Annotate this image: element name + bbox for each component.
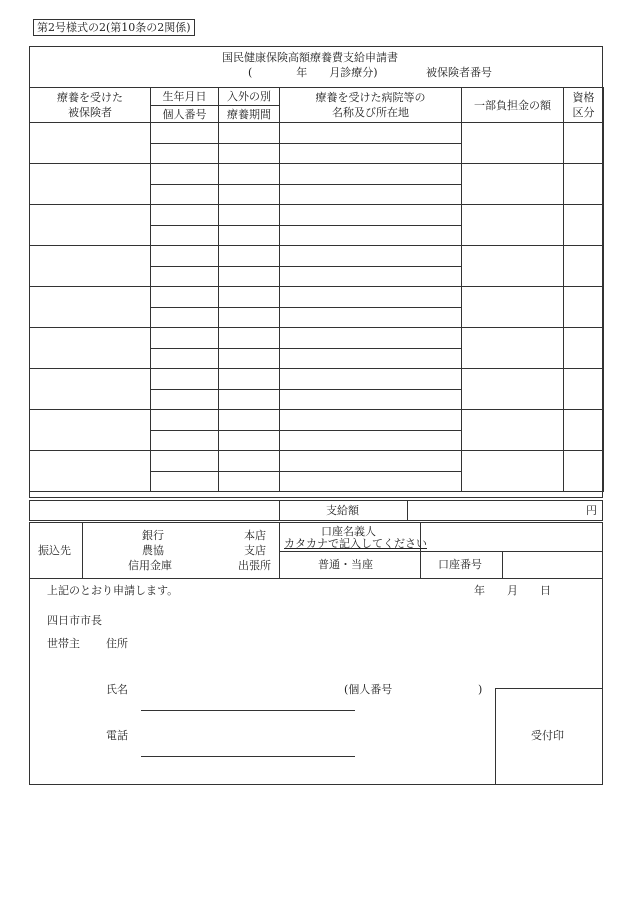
account-number-label: 口座番号	[438, 558, 482, 571]
copay-cell[interactable]	[462, 451, 564, 492]
patient-cell[interactable]	[30, 369, 151, 410]
period-cell[interactable]	[219, 144, 280, 164]
period-cell[interactable]	[219, 390, 280, 410]
hospital-cell-upper[interactable]	[280, 123, 462, 144]
householder-label: 世帯主	[47, 637, 80, 650]
hospital-cell-lower[interactable]	[280, 472, 462, 492]
branch-type-branch: 支店	[244, 544, 266, 557]
table-row	[30, 164, 604, 185]
treatment-month: ( 年 月診療分)	[248, 66, 378, 79]
birth-date-cell[interactable]	[151, 123, 219, 144]
hospital-cell-upper[interactable]	[280, 164, 462, 185]
patient-cell[interactable]	[30, 328, 151, 369]
header-personal-number: 個人番号	[151, 106, 219, 123]
in-out-cell[interactable]	[219, 410, 280, 431]
yen-unit: 円	[586, 504, 597, 517]
phone-label: 電話	[106, 729, 128, 742]
qualification-cell[interactable]	[564, 123, 604, 164]
period-cell[interactable]	[219, 308, 280, 328]
katakana-note: カタカナで記入してください	[284, 537, 427, 550]
copay-cell[interactable]	[462, 328, 564, 369]
application-date: 年 月 日	[474, 584, 551, 597]
transfer-label: 振込先	[38, 544, 71, 557]
header-patient: 療養を受けた 被保険者	[30, 88, 151, 123]
birth-date-cell[interactable]	[151, 410, 219, 431]
patient-cell[interactable]	[30, 205, 151, 246]
qualification-cell[interactable]	[564, 410, 604, 451]
hospital-cell-lower[interactable]	[280, 267, 462, 287]
form-number: 第2号様式の2(第10条の2関係)	[33, 19, 195, 36]
hospital-cell-upper[interactable]	[280, 287, 462, 308]
hospital-cell-lower[interactable]	[280, 390, 462, 410]
in-out-cell[interactable]	[219, 328, 280, 349]
qualification-cell[interactable]	[564, 287, 604, 328]
in-out-cell[interactable]	[219, 451, 280, 472]
patient-cell[interactable]	[30, 410, 151, 451]
birth-date-cell[interactable]	[151, 287, 219, 308]
in-out-cell[interactable]	[219, 287, 280, 308]
phone-underline	[141, 756, 355, 757]
qualification-cell[interactable]	[564, 328, 604, 369]
table-row	[30, 410, 604, 431]
patient-cell[interactable]	[30, 123, 151, 164]
qualification-cell[interactable]	[564, 451, 604, 492]
period-cell[interactable]	[219, 472, 280, 492]
table-row	[30, 287, 604, 308]
header-period: 療養期間	[219, 106, 280, 123]
period-cell[interactable]	[219, 185, 280, 205]
patient-cell[interactable]	[30, 451, 151, 492]
personal-number-cell[interactable]	[151, 349, 219, 369]
qualification-cell[interactable]	[564, 164, 604, 205]
copay-cell[interactable]	[462, 164, 564, 205]
in-out-cell[interactable]	[219, 164, 280, 185]
hospital-cell-upper[interactable]	[280, 205, 462, 226]
bank-type-agri: 農協	[142, 544, 164, 557]
payment-amount-row	[29, 500, 603, 521]
copay-cell[interactable]	[462, 246, 564, 287]
copay-cell[interactable]	[462, 410, 564, 451]
table-row	[30, 246, 604, 267]
name-label: 氏名	[106, 683, 128, 696]
header-birth-date: 生年月日	[151, 88, 219, 106]
table-row	[30, 123, 604, 144]
account-type-label: 普通・当座	[318, 558, 373, 571]
birth-date-cell[interactable]	[151, 451, 219, 472]
hospital-cell-lower[interactable]	[280, 185, 462, 205]
table-row	[30, 328, 604, 349]
branch-type-head: 本店	[244, 529, 266, 542]
period-cell[interactable]	[219, 226, 280, 246]
table-row	[30, 369, 604, 390]
in-out-cell[interactable]	[219, 246, 280, 267]
personal-number-cell[interactable]	[151, 144, 219, 164]
hospital-cell-lower[interactable]	[280, 349, 462, 369]
hospital-cell-upper[interactable]	[280, 369, 462, 390]
personal-number-cell[interactable]	[151, 185, 219, 205]
insured-number-label: 被保険者番号	[426, 66, 492, 79]
name-underline	[141, 710, 355, 711]
personal-number-cell[interactable]	[151, 431, 219, 451]
patient-cell[interactable]	[30, 164, 151, 205]
period-cell[interactable]	[219, 267, 280, 287]
qualification-cell[interactable]	[564, 205, 604, 246]
birth-date-cell[interactable]	[151, 328, 219, 349]
hospital-cell-lower[interactable]	[280, 308, 462, 328]
form-title: 国民健康保険高額療養費支給申請書	[222, 51, 398, 64]
personal-number-cell[interactable]	[151, 308, 219, 328]
copay-cell[interactable]	[462, 287, 564, 328]
header-copay: 一部負担金の額	[462, 88, 564, 123]
addressee: 四日市市長	[47, 614, 102, 627]
reception-stamp-label: 受付印	[531, 729, 564, 742]
address-label: 住所	[106, 637, 128, 650]
copay-cell[interactable]	[462, 123, 564, 164]
hospital-cell-upper[interactable]	[280, 410, 462, 431]
in-out-cell[interactable]	[219, 369, 280, 390]
period-cell[interactable]	[219, 431, 280, 451]
in-out-cell[interactable]	[219, 205, 280, 226]
personal-number-close: )	[478, 683, 483, 696]
patient-cell[interactable]	[30, 246, 151, 287]
payment-amount-label: 支給額	[326, 504, 359, 517]
personal-number-cell[interactable]	[151, 472, 219, 492]
personal-number-cell[interactable]	[151, 226, 219, 246]
declaration-text: 上記のとおり申請します。	[47, 584, 179, 597]
branch-type-office: 出張所	[238, 559, 271, 572]
header-qualification: 資格 区分	[564, 88, 604, 123]
table-row	[30, 205, 604, 226]
birth-date-cell[interactable]	[151, 246, 219, 267]
hospital-cell-lower[interactable]	[280, 431, 462, 451]
birth-date-cell[interactable]	[151, 205, 219, 226]
copay-cell[interactable]	[462, 369, 564, 410]
hospital-cell-upper[interactable]	[280, 451, 462, 472]
hospital-cell-lower[interactable]	[280, 144, 462, 164]
header-in-out: 入外の別	[219, 88, 280, 106]
copay-cell[interactable]	[462, 205, 564, 246]
hospital-cell-upper[interactable]	[280, 328, 462, 349]
patient-cell[interactable]	[30, 287, 151, 328]
period-cell[interactable]	[219, 349, 280, 369]
in-out-cell[interactable]	[219, 123, 280, 144]
hospital-cell-lower[interactable]	[280, 226, 462, 246]
personal-number-cell[interactable]	[151, 267, 219, 287]
header-hospital: 療養を受けた病院等の 名称及び所在地	[280, 88, 462, 123]
birth-date-cell[interactable]	[151, 369, 219, 390]
qualification-cell[interactable]	[564, 246, 604, 287]
table-row	[30, 451, 604, 472]
birth-date-cell[interactable]	[151, 164, 219, 185]
account-holder-label: 口座名義人	[321, 525, 376, 538]
bank-type-bank: 銀行	[142, 529, 164, 542]
claim-table	[29, 87, 604, 492]
personal-number-label: (個人番号	[344, 683, 393, 696]
personal-number-cell[interactable]	[151, 390, 219, 410]
qualification-cell[interactable]	[564, 369, 604, 410]
hospital-cell-upper[interactable]	[280, 246, 462, 267]
bank-type-credit: 信用金庫	[128, 559, 172, 572]
